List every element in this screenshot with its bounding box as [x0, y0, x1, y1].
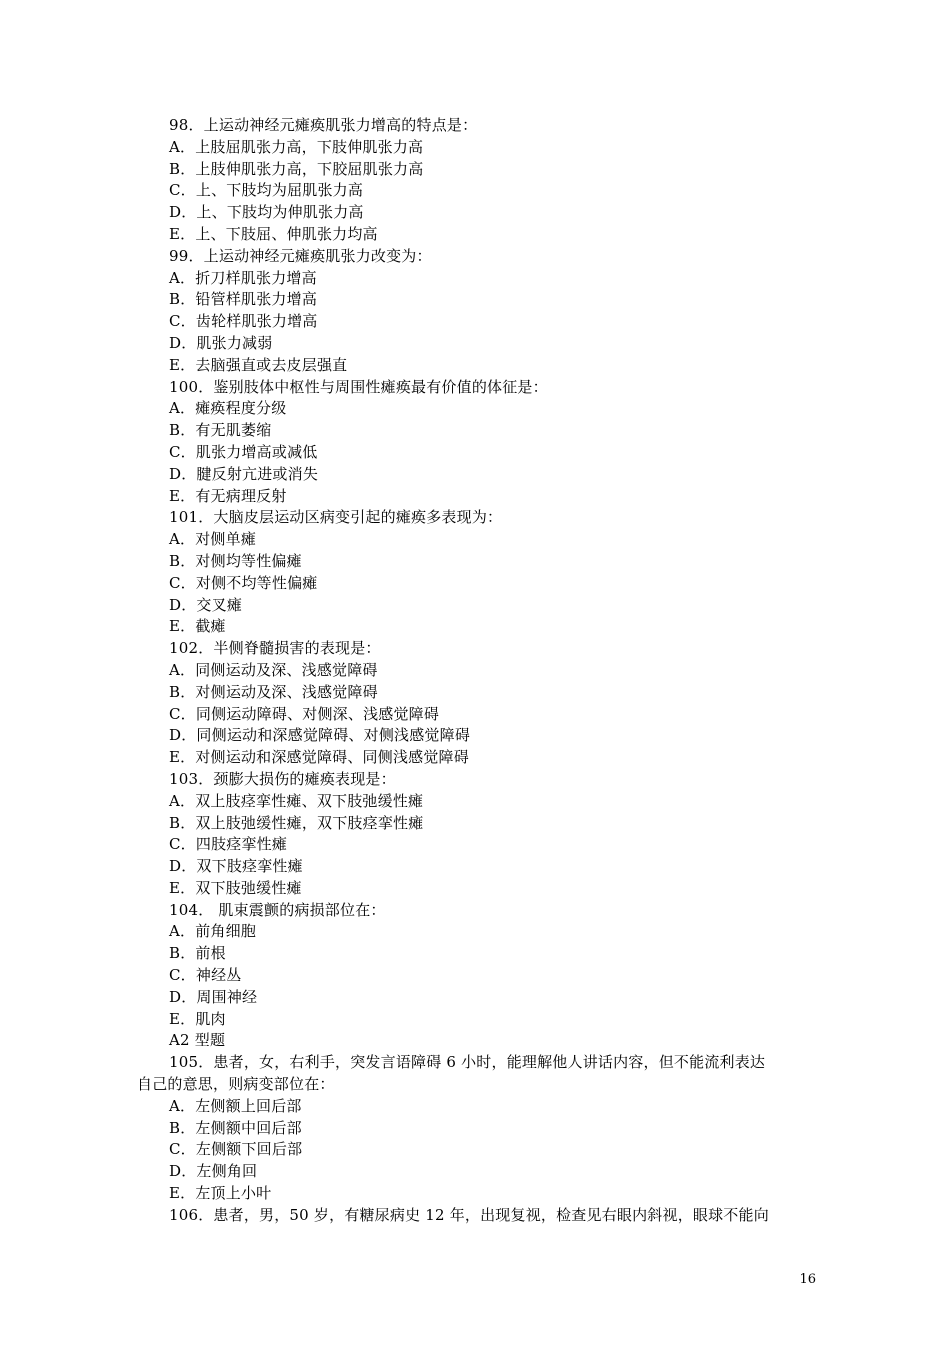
- page-number: 16: [799, 1272, 816, 1287]
- option-103-e: E．双下肢弛缓性瘫: [169, 878, 302, 897]
- question-104: 104． 肌束震颤的病损部位在：: [169, 900, 386, 919]
- option-105-a: A．左侧额上回后部: [169, 1096, 302, 1115]
- question-101: 101．大脑皮层运动区病变引起的瘫痪多表现为：: [169, 508, 503, 527]
- option-99-c: C．齿轮样肌张力增高: [169, 312, 318, 331]
- option-101-a: A．对侧单瘫: [169, 530, 257, 549]
- question-105-continued: 自己的意思，则病变部位在：: [137, 1075, 335, 1094]
- option-104-c: C．神经丛: [169, 966, 242, 985]
- option-99-b: B．铅管样肌张力增高: [169, 290, 318, 309]
- section-heading-a2: A2 型题: [169, 1031, 226, 1050]
- option-99-d: D．肌张力减弱: [169, 333, 273, 352]
- option-100-b: B．有无肌萎缩: [169, 421, 272, 440]
- option-100-a: A．瘫痪程度分级: [169, 399, 287, 418]
- option-102-e: E．对侧运动和深感觉障碍、同侧浅感觉障碍: [169, 748, 469, 767]
- option-104-b: B．前根: [169, 944, 226, 963]
- question-106: 106．患者，男，50 岁，有糖尿病史 12 年，出现复视，检查见右眼内斜视，眼球不能向: [169, 1205, 769, 1224]
- option-99-a: A．折刀样肌张力增高: [169, 268, 317, 287]
- option-101-d: D．交叉瘫: [169, 595, 243, 614]
- question-98: 98．上运动神经元瘫痪肌张力增高的特点是：: [169, 116, 478, 134]
- question-100: 100．鉴别肢体中枢性与周围性瘫痪最有价值的体征是：: [169, 377, 548, 396]
- option-98-a: A．上肢屈肌张力高，下肢伸肌张力高: [169, 137, 424, 156]
- option-102-c: C．同侧运动障碍、对侧深、浅感觉障碍: [169, 704, 440, 723]
- option-98-b: B．上肢伸肌张力高，下胶屈肌张力高: [169, 159, 424, 178]
- option-104-e: E．肌肉: [169, 1009, 226, 1028]
- option-105-e: E．左顶上小叶: [169, 1184, 272, 1203]
- option-100-d: D．腱反射亢进或消失: [169, 464, 319, 483]
- question-102: 102．半侧脊髓损害的表现是：: [169, 639, 381, 658]
- option-105-c: C．左侧额下回后部: [169, 1140, 303, 1159]
- option-100-c: C．肌张力增高或减低: [169, 442, 318, 461]
- option-104-a: A．前角细胞: [169, 922, 257, 941]
- option-104-d: D．周围神经: [169, 987, 258, 1006]
- option-102-d: D．同侧运动和深感觉障碍、对侧浅感觉障碍: [169, 726, 471, 745]
- option-102-a: A．同侧运动及深、浅感觉障碍: [169, 660, 378, 679]
- option-101-c: C．对侧不均等性偏瘫: [169, 573, 318, 592]
- option-103-d: D．双下肢痉挛性瘫: [169, 857, 303, 876]
- option-98-e: E．上、下肢屈、伸肌张力均高: [169, 224, 378, 243]
- option-100-e: E．有无病理反射: [169, 486, 287, 505]
- option-103-a: A．双上肢痉挛性瘫、双下肢弛缓性瘫: [169, 791, 424, 810]
- option-105-d: D．左侧角回: [169, 1162, 258, 1181]
- option-102-b: B．对侧运动及深、浅感觉障碍: [169, 682, 378, 701]
- option-105-b: B．左侧额中回后部: [169, 1118, 302, 1137]
- question-103: 103．颈膨大损伤的瘫痪表现是：: [169, 769, 396, 788]
- option-103-b: B．双上肢弛缓性瘫，双下肢痉挛性瘫: [169, 813, 424, 832]
- option-101-e: E．截瘫: [169, 617, 226, 636]
- question-105: 105．患者，女，右利手，突发言语障碍 6 小时，能理解他人讲话内容，但不能流利表达: [169, 1053, 766, 1072]
- option-101-b: B．对侧均等性偏瘫: [169, 551, 302, 570]
- option-103-c: C．四肢痉挛性瘫: [169, 835, 288, 854]
- option-98-d: D．上、下肢均为伸肌张力高: [169, 203, 364, 222]
- question-99: 99．上运动神经元瘫痪肌张力改变为：: [169, 246, 432, 265]
- page-content: [0, 115, 952, 1227]
- option-98-c: C．上、下肢均为屈肌张力高: [169, 181, 364, 200]
- option-99-e: E．去脑强直或去皮层强直: [169, 355, 348, 374]
